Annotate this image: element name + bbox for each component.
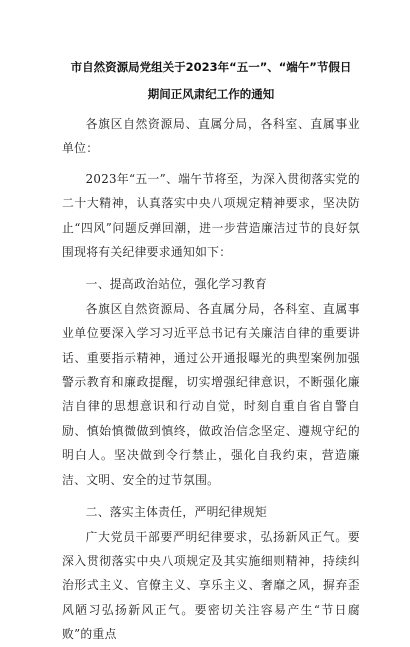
section-2-heading: 二、落实主体责任，严明纪律规矩 [85,505,268,520]
title-line-2: 期间正风肃纪工作的通知 [147,87,275,101]
salutation: 各旗区自然资源局、直属分局，各科室、直属事业单位： [62,117,360,156]
title-line-1: 市自然资源局党组关于2023年“五一”、“端午”节假日 [70,60,352,74]
section-2-body: 广大党员干部要严明纪律要求，弘扬新风正气。要深入贯彻落实中央八项规定及其实施细则精神，持续纠治形式主义、官僚主义、享乐主义、奢靡之风，摒弃歪风陋习弘扬新风正气。要密切关注容易产生“节日腐败”的重点 [62,529,360,642]
intro-paragraph: 2023年“五一”、端午节将至，为深入贯彻落实党的二十大精神，认真落实中央八项规定精神要求，坚决防止“四风”问题反弹回潮，进一步营造廉洁过节的良好氛围现将有关纪律要求通知如下： [62,171,360,260]
document-title [62,54,360,108]
section-1-body: 各旗区自然资源局、各直属分局，各科室、直属事业单位要深入学习习近平总书记有关廉洁自律的重要讲话、重要指示精神，通过公开通报曝光的典型案例加强警示教育和廉政提醒，切实增强纪律意识，不断强化廉洁自律的思想意识和行动自觉，时刻自重自省自警自励、慎始慎微做到慎终，做政治信念坚定、遵规守纪的明白人。坚决做到令行禁止，强化自我约束，营造廉洁、文明、安全的过节氛围。 [62,301,360,487]
section-1-heading: 一、提高政治站位，强化学习教育 [85,277,268,292]
